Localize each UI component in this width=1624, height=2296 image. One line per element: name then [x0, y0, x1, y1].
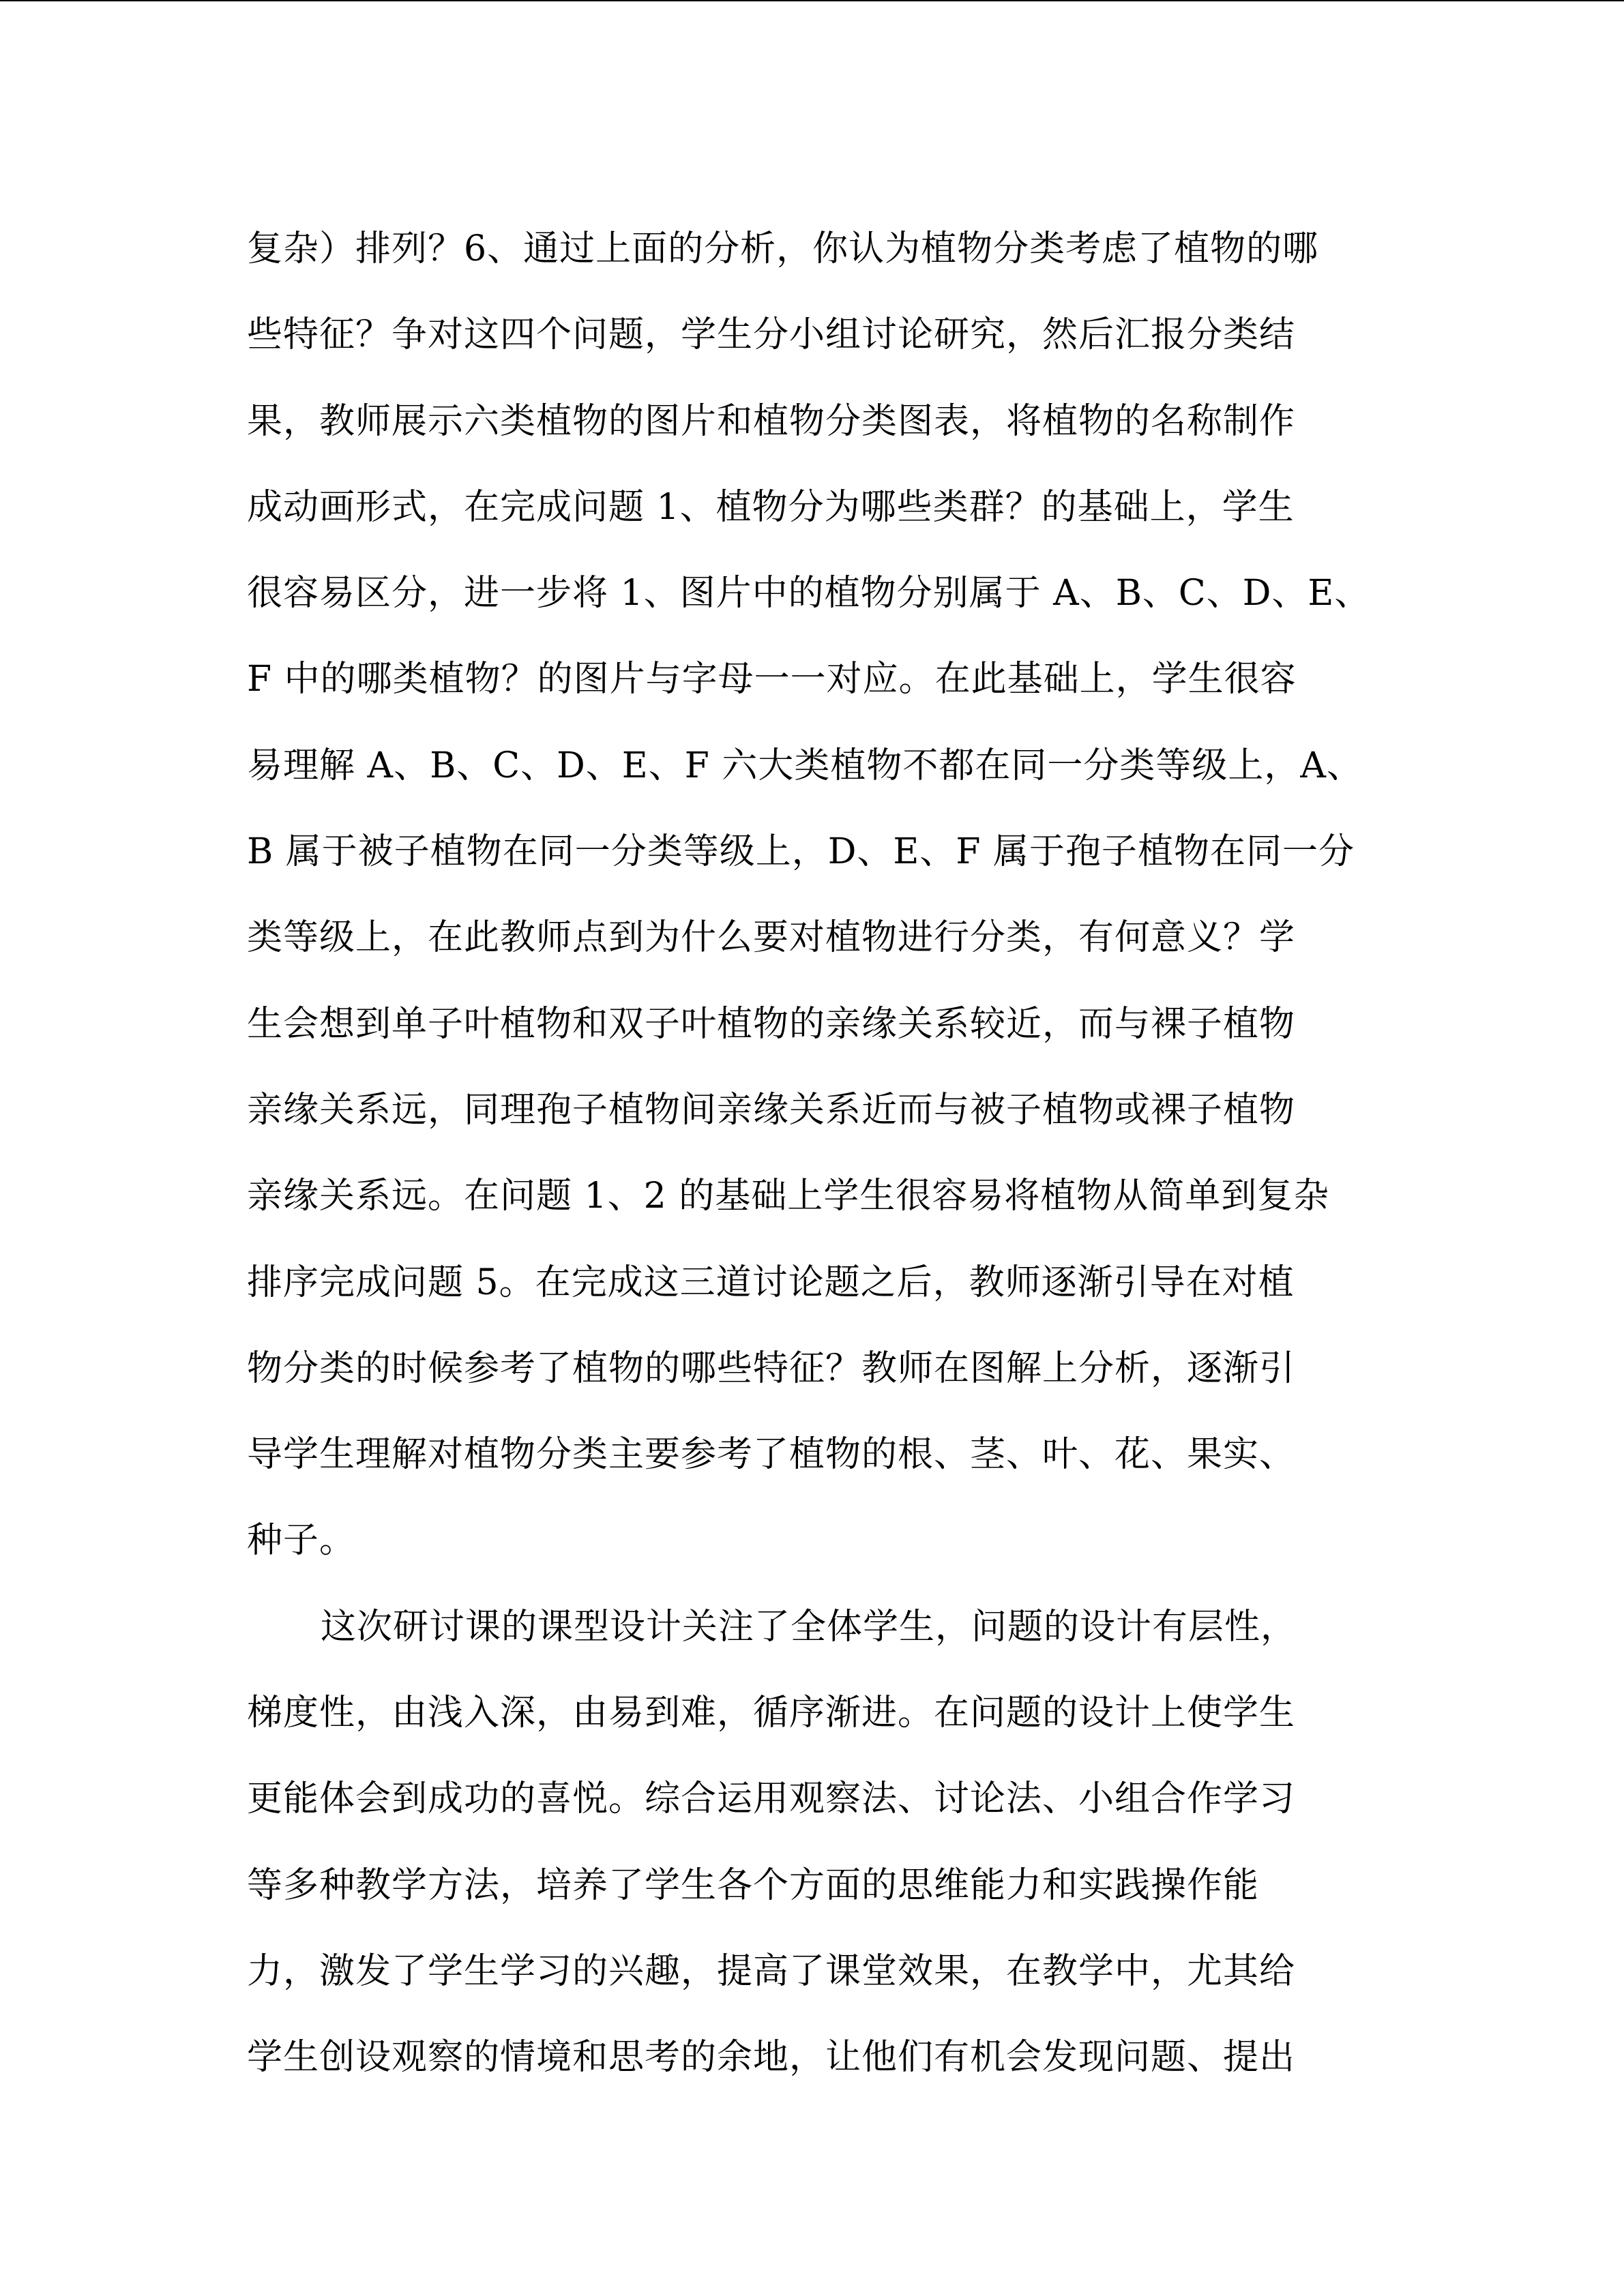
body-text [247, 206, 1379, 2101]
text-line: 很容易区分，进一步将 1、图片中的植物分别属于 A、B、C、D、E、 [247, 573, 1371, 614]
text-line: 易理解 A、B、C、D、E、F 六大类植物不都在同一分类等级上，A、 [247, 745, 1363, 786]
text-line: 更能体会到成功的喜悦。综合运用观察法、讨论法、小组合作学习 [247, 1778, 1296, 1820]
text-line: 成动画形式，在完成问题 1、植物分为哪些类群？的基础上，学生 [247, 486, 1295, 528]
text-line: 复杂）排列？6、通过上面的分析，你认为植物分类考虑了植物的哪 [247, 228, 1319, 269]
text-line: 亲缘关系远，同理孢子植物间亲缘关系近而与被子植物或裸子植物 [247, 1089, 1296, 1131]
text-line: 些特征？争对这四个问题，学生分小组讨论研究，然后汇报分类结 [247, 314, 1296, 356]
text-line: 排序完成问题 5。在完成这三道讨论题之后，教师逐渐引导在对植 [247, 1262, 1295, 1303]
text-line: 物分类的时候参考了植物的哪些特征？教师在图解上分析，逐渐引 [247, 1347, 1296, 1389]
paragraph-first-line: 这次研讨课的课型设计关注了全体学生，问题的设计有层性， [321, 1606, 1297, 1648]
text-line: 力，激发了学生学习的兴趣，提高了课堂效果，在教学中，尤其给 [247, 1950, 1296, 1992]
text-line: 生会想到单子叶植物和双子叶植物的亲缘关系较近，而与裸子植物 [247, 1003, 1296, 1045]
text-line: F 中的哪类植物？的图片与字母一一对应。在此基础上，学生很容 [247, 659, 1297, 700]
text-line: 梯度性，由浅入深，由易到难，循序渐进。在问题的设计上使学生 [247, 1693, 1296, 1734]
text-line: B 属于被子植物在同一分类等级上，D、E、F 属于孢子植物在同一分 [247, 831, 1355, 873]
text-line: 类等级上，在此教师点到为什么要对植物进行分类，有何意义？学 [247, 917, 1296, 959]
text-line: 等多种教学方法，培养了学生各个方面的思维能力和实践操作能 [247, 1864, 1260, 1906]
text-line: 种子。 [247, 1520, 356, 1562]
text-line: 果，教师展示六类植物的图片和植物分类图表，将植物的名称制作 [247, 400, 1296, 442]
text-line: 导学生理解对植物分类主要参考了植物的根、茎、叶、花、果实、 [247, 1434, 1296, 1476]
text-line: 学生创设观察的情境和思考的余地，让他们有机会发现问题、提出 [247, 2037, 1296, 2078]
text-line: 亲缘关系远。在问题 1、2 的基础上学生很容易将植物从简单到复杂 [247, 1176, 1330, 1217]
